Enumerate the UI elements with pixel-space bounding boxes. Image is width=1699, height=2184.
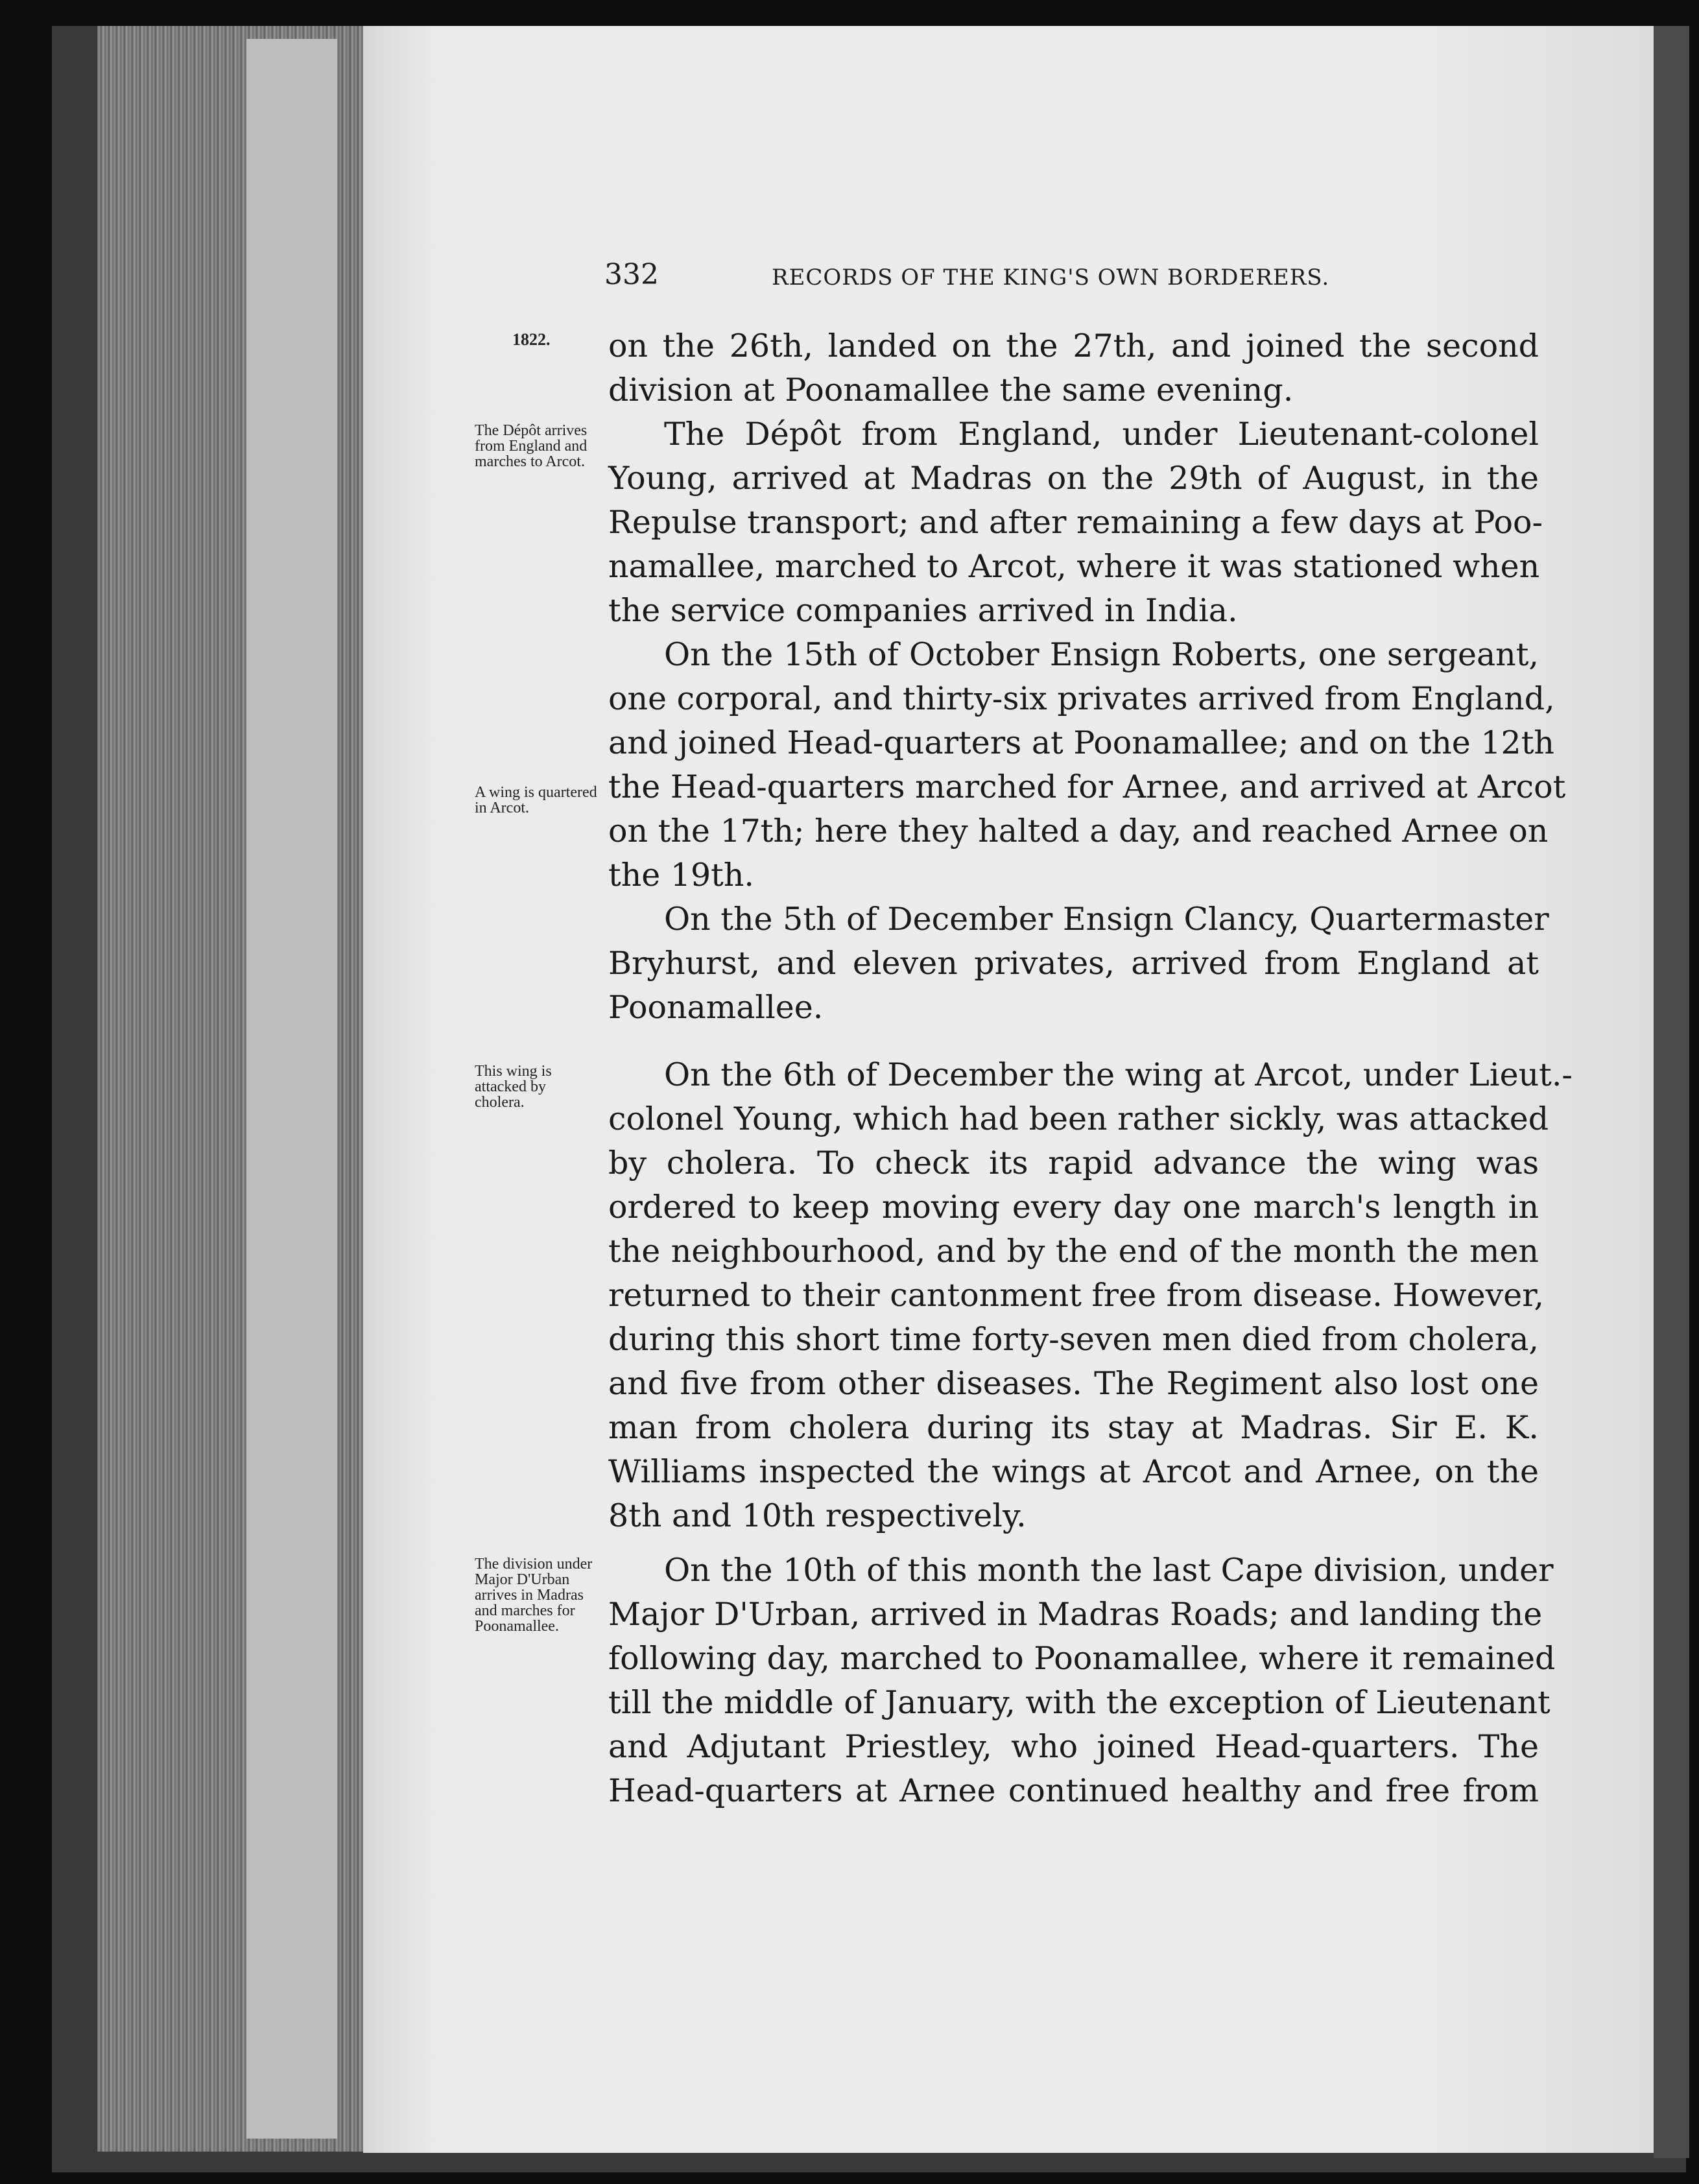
body-line: Poonamallee. — [608, 989, 824, 1026]
body-line: On the 5th of December Ensign Clancy, Quartermaster — [664, 901, 1549, 938]
body-line: one corporal, and thirty-six privates arrived from England, — [608, 680, 1555, 717]
page-header — [604, 258, 1376, 297]
body-line: division at Poonamallee the same evening. — [608, 372, 1294, 409]
body-line: ordered to keep moving every day one march's length in — [608, 1189, 1539, 1226]
body-line: namallee, marched to Arcot, where it was stationed when — [608, 548, 1540, 585]
body-line: and five from other diseases. The Regiment also lost one — [608, 1365, 1539, 1402]
running-title: RECORDS OF THE KING'S OWN BORDERERS. — [772, 265, 1330, 291]
body-line: On the 6th of December the wing at Arcot, under Lieut.- — [664, 1056, 1573, 1093]
body-line: and joined Head-quarters at Poonamallee; and on the 12th — [608, 724, 1554, 761]
body-line: till the middle of January, with the exception of Lieutenant — [608, 1684, 1550, 1721]
body-line: The Dépôt from England, under Lieutenant-colonel — [664, 416, 1539, 453]
margin-note-division: The division under Major D'Urban arrives in Madras and marches for Poonamallee. — [475, 1556, 593, 1635]
page-number: 332 — [604, 258, 659, 291]
body-line: on the 26th, landed on the 27th, and joined the second — [608, 327, 1539, 364]
body-line: and Adjutant Priestley, who joined Head-quarters. The — [608, 1728, 1539, 1765]
page-edge-highlight — [246, 39, 337, 2139]
body-line: Williams inspected the wings at Arcot and Arnee, on the — [608, 1453, 1539, 1490]
body-line: returned to their cantonment free from disease. However, — [608, 1277, 1544, 1314]
margin-note-depot: The Dépôt arrives from England and marches to Arcot. — [475, 422, 588, 470]
body-line: following day, marched to Poonamallee, where it remained — [608, 1640, 1556, 1677]
right-cover-edge — [1654, 26, 1689, 2158]
margin-note-wing-cholera: This wing is attacked by cholera. — [475, 1063, 552, 1111]
body-line: the Head-quarters marched for Arnee, and arrived at Arcot — [608, 768, 1566, 805]
body-line: the 19th. — [608, 857, 754, 894]
body-line: Young, arrived at Madras on the 29th of August, in the — [608, 460, 1539, 497]
body-line: by cholera. To check its rapid advance the wing was — [608, 1145, 1539, 1181]
body-line: On the 15th of October Ensign Roberts, one sergeant, — [664, 636, 1539, 673]
body-line: on the 17th; here they halted a day, and reached Arnee on — [608, 813, 1549, 849]
body-line: man from cholera during its stay at Madras. Sir E. K. — [608, 1409, 1539, 1446]
body-line: during this short time forty-seven men died from cholera, — [608, 1321, 1539, 1358]
body-line: Major D'Urban, arrived in Madras Roads; and landing the — [608, 1596, 1543, 1633]
body-line: 8th and 10th respectively. — [608, 1497, 1027, 1534]
body-line: Bryhurst, and eleven privates, arrived from England at — [608, 945, 1539, 982]
margin-note-year: 1822. — [512, 330, 551, 349]
body-line: On the 10th of this month the last Cape division, under — [664, 1552, 1554, 1589]
body-line: Repulse transport; and after remaining a few days at Poo- — [608, 504, 1543, 541]
body-line: colonel Young, which had been rather sickly, was attacked — [608, 1100, 1549, 1137]
body-line: the service companies arrived in India. — [608, 592, 1238, 629]
body-line: Head-quarters at Arnee continued healthy and free from — [608, 1772, 1539, 1809]
margin-note-wing-quartered: A wing is quartered in Arcot. — [475, 784, 597, 816]
body-line: the neighbourhood, and by the end of the month the men — [608, 1233, 1539, 1270]
